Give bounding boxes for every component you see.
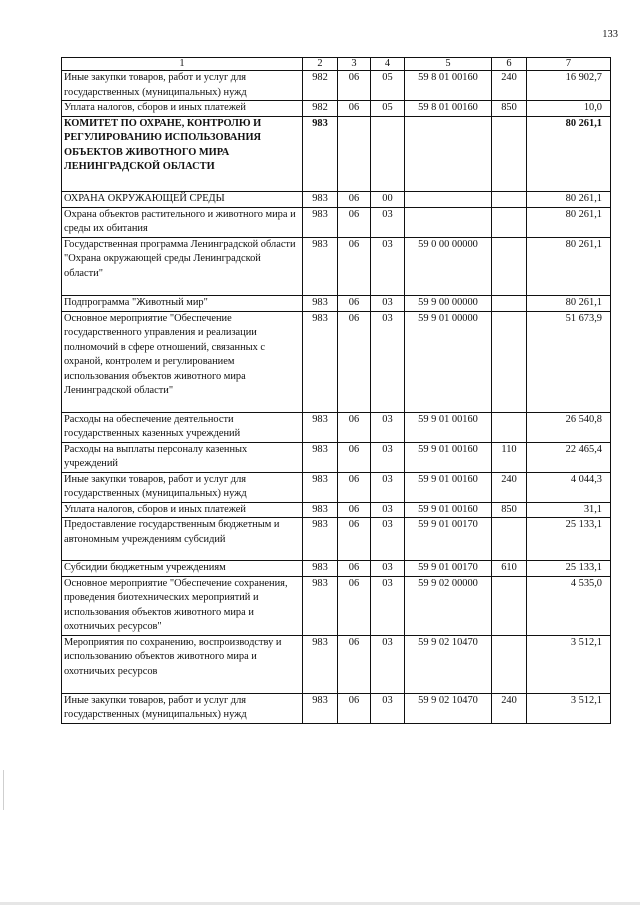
cell-subsection: 03	[371, 295, 405, 311]
cell-target-article: 59 9 01 00000	[405, 311, 492, 412]
cell-admin-code: 983	[303, 576, 338, 635]
cell-expense-type: 850	[492, 101, 527, 117]
cell-subsection: 03	[371, 412, 405, 442]
cell-section	[338, 116, 371, 191]
cell-section: 06	[338, 693, 371, 723]
cell-target-article: 59 0 00 00000	[405, 237, 492, 295]
cell-expense-type	[492, 191, 527, 207]
cell-amount: 80 261,1	[527, 116, 611, 191]
cell-section: 06	[338, 207, 371, 237]
cell-amount: 80 261,1	[527, 191, 611, 207]
cell-amount: 3 512,1	[527, 693, 611, 723]
cell-amount: 10,0	[527, 101, 611, 117]
cell-section: 06	[338, 635, 371, 693]
cell-section: 06	[338, 576, 371, 635]
cell-subsection: 03	[371, 635, 405, 693]
row-name: Подпрограмма "Животный мир"	[62, 295, 303, 311]
cell-admin-code: 983	[303, 191, 338, 207]
table-row	[62, 412, 611, 442]
cell-subsection: 03	[371, 442, 405, 472]
cell-target-article	[405, 191, 492, 207]
column-header: 3	[338, 58, 371, 71]
cell-expense-type	[492, 295, 527, 311]
cell-section: 06	[338, 412, 371, 442]
row-name: Субсидии бюджетным учреждениям	[62, 561, 303, 577]
row-name: Расходы на выплаты персоналу казенных учреждений	[62, 442, 303, 472]
cell-subsection: 05	[371, 101, 405, 117]
cell-target-article: 59 9 01 00160	[405, 442, 492, 472]
cell-amount: 31,1	[527, 502, 611, 518]
cell-target-article: 59 9 01 00160	[405, 472, 492, 502]
cell-admin-code: 983	[303, 518, 338, 561]
table-row	[62, 442, 611, 472]
cell-expense-type: 110	[492, 442, 527, 472]
cell-amount: 26 540,8	[527, 412, 611, 442]
table-row	[62, 561, 611, 577]
cell-subsection: 03	[371, 576, 405, 635]
cell-section: 06	[338, 502, 371, 518]
table-row	[62, 502, 611, 518]
cell-admin-code: 983	[303, 295, 338, 311]
cell-amount: 25 133,1	[527, 561, 611, 577]
table-row	[62, 518, 611, 561]
cell-target-article	[405, 116, 492, 191]
table-row	[62, 71, 611, 101]
cell-expense-type: 240	[492, 693, 527, 723]
cell-amount: 22 465,4	[527, 442, 611, 472]
cell-target-article: 59 8 01 00160	[405, 71, 492, 101]
cell-expense-type: 610	[492, 561, 527, 577]
cell-expense-type: 240	[492, 472, 527, 502]
cell-subsection: 03	[371, 518, 405, 561]
cell-section: 06	[338, 191, 371, 207]
cell-expense-type	[492, 635, 527, 693]
cell-admin-code: 982	[303, 71, 338, 101]
table-row	[62, 207, 611, 237]
row-name: КОМИТЕТ ПО ОХРАНЕ, КОНТРОЛЮ И РЕГУЛИРОВАНИЮ ИСПОЛЬЗОВАНИЯ ОБЪЕКТОВ ЖИВОТНОГО МИРА ЛЕНИНГРАДСКОЙ ОБЛАСТИ	[62, 116, 303, 191]
table-row	[62, 191, 611, 207]
cell-expense-type	[492, 237, 527, 295]
cell-subsection: 03	[371, 561, 405, 577]
cell-subsection: 05	[371, 71, 405, 101]
cell-admin-code: 982	[303, 101, 338, 117]
cell-target-article: 59 8 01 00160	[405, 101, 492, 117]
cell-expense-type	[492, 576, 527, 635]
cell-admin-code: 983	[303, 561, 338, 577]
cell-expense-type	[492, 518, 527, 561]
row-name: Иные закупки товаров, работ и услуг для государственных (муниципальных) нужд	[62, 71, 303, 101]
cell-subsection: 03	[371, 693, 405, 723]
row-name: Основное мероприятие "Обеспечение государственного управления и реализации полномочий в сфере отношений, связанных с охраной, контролем и регулированием использования объектов животного мира Ленинградской области"	[62, 311, 303, 412]
cell-admin-code: 983	[303, 635, 338, 693]
column-header: 2	[303, 58, 338, 71]
cell-target-article: 59 9 01 00160	[405, 502, 492, 518]
cell-admin-code: 983	[303, 502, 338, 518]
table-row	[62, 237, 611, 295]
cell-section: 06	[338, 101, 371, 117]
cell-section: 06	[338, 237, 371, 295]
cell-section: 06	[338, 71, 371, 101]
column-header: 4	[371, 58, 405, 71]
cell-expense-type: 850	[492, 502, 527, 518]
cell-amount: 3 512,1	[527, 635, 611, 693]
row-name: Иные закупки товаров, работ и услуг для государственных (муниципальных) нужд	[62, 693, 303, 723]
page-number: 133	[602, 29, 618, 40]
table-row	[62, 693, 611, 723]
row-name: Охрана объектов растительного и животного мира и среды их обитания	[62, 207, 303, 237]
cell-amount: 51 673,9	[527, 311, 611, 412]
row-name: Иные закупки товаров, работ и услуг для государственных (муниципальных) нужд	[62, 472, 303, 502]
cell-target-article: 59 9 02 00000	[405, 576, 492, 635]
cell-amount: 4 535,0	[527, 576, 611, 635]
cell-expense-type	[492, 207, 527, 237]
cell-admin-code: 983	[303, 412, 338, 442]
cell-subsection: 03	[371, 502, 405, 518]
cell-target-article: 59 9 00 00000	[405, 295, 492, 311]
row-name: Основное мероприятие "Обеспечение сохранения, проведения биотехнических мероприятий и использования объектов животного мира и охотничьих ресурсов"	[62, 576, 303, 635]
column-header: 5	[405, 58, 492, 71]
table-row	[62, 311, 611, 412]
cell-target-article: 59 9 01 00170	[405, 561, 492, 577]
cell-expense-type	[492, 116, 527, 191]
cell-section: 06	[338, 518, 371, 561]
budget-table	[61, 57, 611, 724]
column-header: 7	[527, 58, 611, 71]
cell-admin-code: 983	[303, 472, 338, 502]
row-name: Государственная программа Ленинградской области "Охрана окружающей среды Ленинградской области"	[62, 237, 303, 295]
cell-subsection: 03	[371, 237, 405, 295]
cell-admin-code: 983	[303, 116, 338, 191]
cell-expense-type	[492, 311, 527, 412]
cell-subsection: 03	[371, 207, 405, 237]
row-name: Уплата налогов, сборов и иных платежей	[62, 101, 303, 117]
column-header: 6	[492, 58, 527, 71]
scan-edge-mark	[3, 770, 4, 810]
cell-target-article: 59 9 02 10470	[405, 693, 492, 723]
row-name: ОХРАНА ОКРУЖАЮЩЕЙ СРЕДЫ	[62, 191, 303, 207]
cell-amount: 80 261,1	[527, 237, 611, 295]
cell-target-article: 59 9 01 00170	[405, 518, 492, 561]
table-row	[62, 635, 611, 693]
cell-admin-code: 983	[303, 207, 338, 237]
cell-amount: 25 133,1	[527, 518, 611, 561]
row-name: Уплата налогов, сборов и иных платежей	[62, 502, 303, 518]
cell-target-article: 59 9 02 10470	[405, 635, 492, 693]
cell-admin-code: 983	[303, 693, 338, 723]
cell-section: 06	[338, 442, 371, 472]
cell-amount: 16 902,7	[527, 71, 611, 101]
table-row	[62, 472, 611, 502]
cell-section: 06	[338, 295, 371, 311]
cell-section: 06	[338, 311, 371, 412]
table-row	[62, 101, 611, 117]
cell-subsection	[371, 116, 405, 191]
column-header: 1	[62, 58, 303, 71]
cell-amount: 4 044,3	[527, 472, 611, 502]
table-row	[62, 295, 611, 311]
cell-target-article	[405, 207, 492, 237]
row-name: Предоставление государственным бюджетным и автономным учреждениям субсидий	[62, 518, 303, 561]
row-name: Мероприятия по сохранению, воспроизводству и использованию объектов животного мира и охотничьих ресурсов	[62, 635, 303, 693]
cell-expense-type: 240	[492, 71, 527, 101]
row-name: Расходы на обеспечение деятельности государственных казенных учреждений	[62, 412, 303, 442]
cell-target-article: 59 9 01 00160	[405, 412, 492, 442]
table-row	[62, 576, 611, 635]
cell-subsection: 03	[371, 311, 405, 412]
cell-admin-code: 983	[303, 442, 338, 472]
cell-admin-code: 983	[303, 237, 338, 295]
cell-subsection: 00	[371, 191, 405, 207]
cell-amount: 80 261,1	[527, 207, 611, 237]
table-header-row	[62, 58, 611, 71]
cell-amount: 80 261,1	[527, 295, 611, 311]
cell-section: 06	[338, 472, 371, 502]
cell-admin-code: 983	[303, 311, 338, 412]
cell-section: 06	[338, 561, 371, 577]
cell-subsection: 03	[371, 472, 405, 502]
cell-expense-type	[492, 412, 527, 442]
table-row	[62, 116, 611, 191]
